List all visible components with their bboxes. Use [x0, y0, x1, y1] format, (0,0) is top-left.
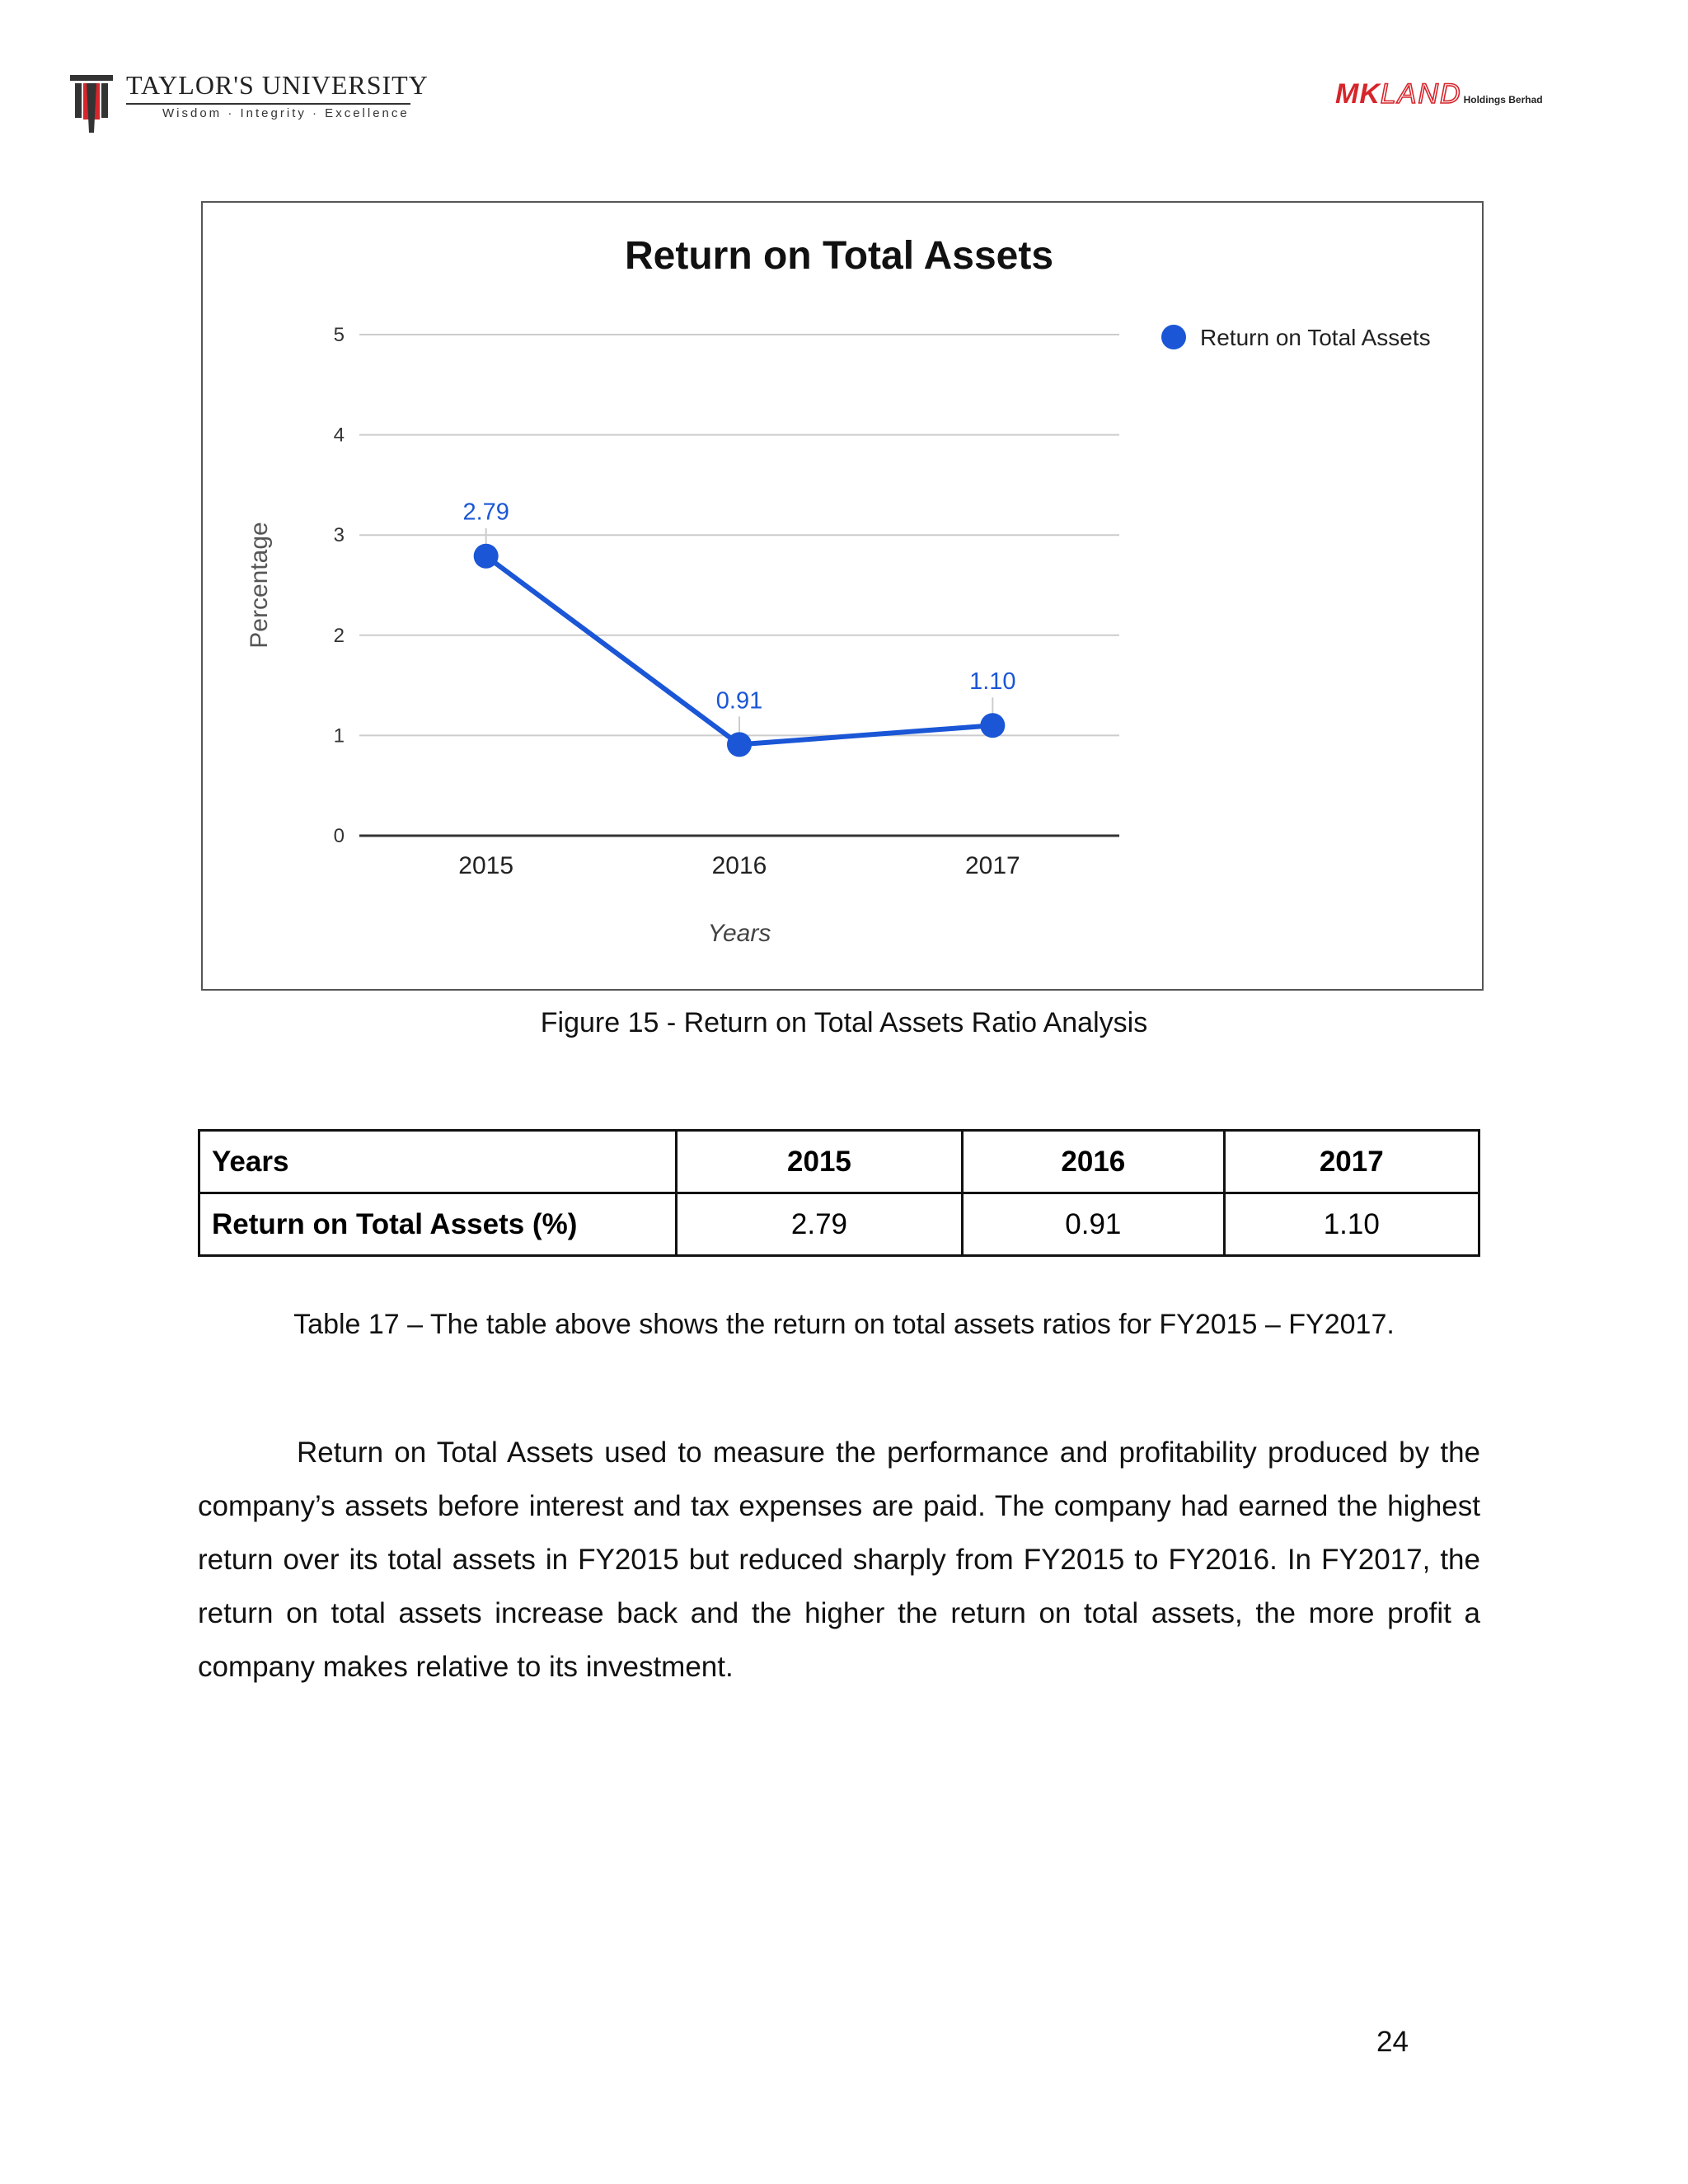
y-tick-label: 5: [333, 324, 345, 346]
table-cell: 2.79: [676, 1193, 962, 1256]
data-label: 0.91: [715, 687, 763, 715]
figure-caption: Figure 15 - Return on Total Assets Ratio Analysis: [540, 1007, 1148, 1038]
table-row: [199, 1193, 1479, 1256]
y-tick-label: 3: [333, 524, 345, 547]
legend-marker: [1161, 325, 1186, 349]
data-label: 1.10: [969, 668, 1016, 696]
mk-land-logo-land: LAND: [1380, 78, 1462, 110]
legend-label: Return on Total Assets: [1200, 325, 1431, 350]
chart-title: Return on Total Assets: [624, 234, 1054, 278]
roa-table: [198, 1129, 1480, 1257]
table-header-row: [199, 1131, 1479, 1193]
y-tick-label: 0: [333, 825, 345, 847]
taylors-emblem-icon: [70, 75, 113, 134]
table-cell: 0.91: [963, 1193, 1224, 1256]
table-cell: 1.10: [1224, 1193, 1479, 1256]
data-point: [980, 713, 1005, 738]
body-paragraph: Return on Total Assets used to measure the performance and profitability produced by the company’s assets before interest and tax expenses are paid. The company had earned the highest return over its total assets in FY2015 but reduced sharply from FY2015 to FY2016. In FY2017, the return on total assets increase back and the higher the return on total assets, the more profit a company makes relative to its investment.: [198, 1436, 1480, 1683]
y-tick-label: 4: [333, 424, 345, 447]
data-label: 2.79: [462, 499, 509, 526]
y-tick-label: 2: [333, 624, 345, 647]
university-name-rule: [126, 103, 410, 105]
mk-land-logo-mk: MK: [1335, 78, 1381, 110]
table-header-cell: 2015: [676, 1131, 962, 1193]
table-header-cell: 2017: [1224, 1131, 1479, 1193]
mk-land-logo: [1335, 78, 1543, 111]
x-tick-label: 2016: [711, 852, 767, 879]
roa-line-chart: [203, 203, 1482, 989]
x-tick-label: 2015: [458, 852, 514, 879]
table-header-cell: 2016: [963, 1131, 1224, 1193]
y-axis-label: Percentage: [246, 522, 273, 649]
data-point: [727, 732, 752, 757]
y-tick-label: 1: [333, 724, 345, 748]
x-axis-label: Years: [707, 920, 771, 947]
data-point: [474, 544, 499, 569]
mk-land-logo-holdings: Holdings Berhad: [1463, 94, 1543, 105]
x-tick-label: 2017: [964, 852, 1020, 879]
table-header-cell: Years: [199, 1131, 677, 1193]
table-caption: Table 17 – The table above shows the return on total assets ratios for FY2015 – FY2017.: [293, 1309, 1395, 1340]
university-name: TAYLOR'S UNIVERSITY: [126, 70, 429, 100]
page-number: 24: [1376, 2026, 1409, 2058]
table-row-label: Return on Total Assets (%): [199, 1193, 677, 1256]
chart-frame: [201, 201, 1484, 991]
taylors-university-logo: [70, 70, 429, 136]
series-line: [486, 556, 993, 745]
university-tagline: Wisdom · Integrity · Excellence: [162, 106, 410, 120]
